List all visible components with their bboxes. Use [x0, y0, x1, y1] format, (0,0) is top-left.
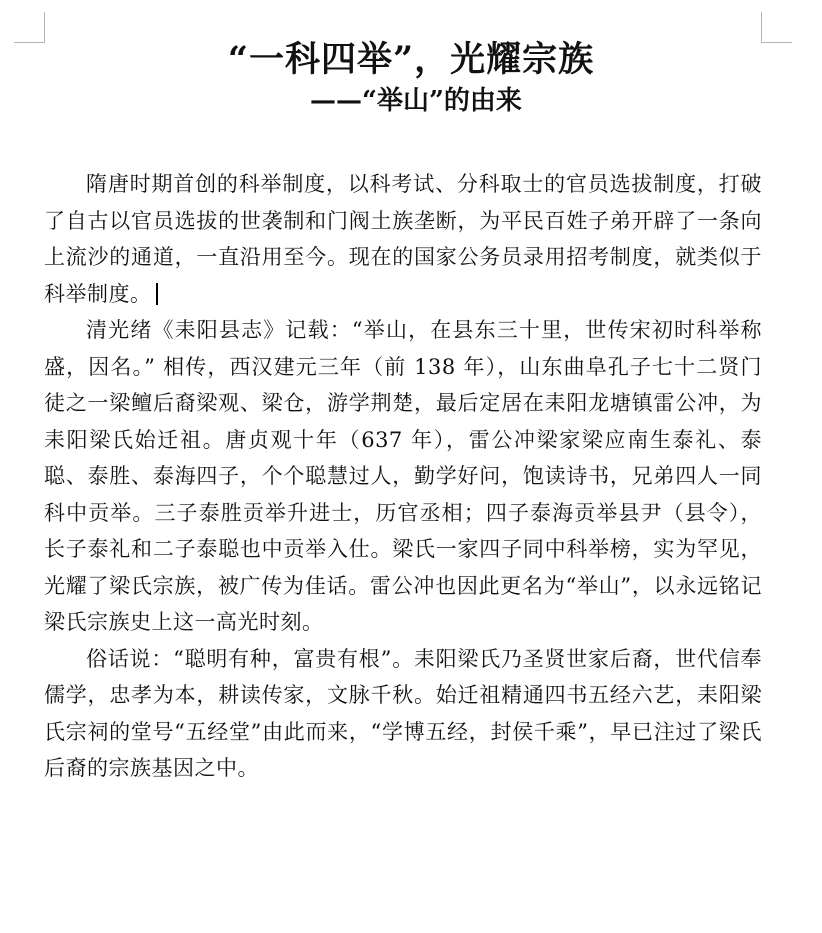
document-title: “一科四举”，光耀宗族	[227, 39, 595, 80]
paragraph-2[interactable]: 清光绪《耒阳县志》记载：“举山，在县东三十里，世传宋初时科举称盛，因名。” 相传，西汉建元三年（前 138 年），山东曲阜孔子七十二贤门徒之一梁鳣后裔梁观、梁仓，游学荆楚，最后定居在耒阳龙塘镇雷公冲，为耒阳梁氏始迁祖。唐贞观十年（637 年），雷公冲梁家梁应南生泰礼、泰聪、泰胜、泰海四子，个个聪慧过人，勤学好问，饱读诗书，兄弟四人一同科中贡举。三子泰胜贡举升进士，历官丞相；四子泰海贡举县尹（县令），长子泰礼和二子泰聪也中贡举入仕。梁氏一家四子同中科举榜，实为罕见，光耀了梁氏宗族，被广传为佳话。雷公冲也因此更名为“举山”，以永远铭记梁氏宗族史上这一高光时刻。	[44, 318, 762, 634]
document-subtitle: ——“举山”的由来	[310, 86, 522, 116]
paragraph-3[interactable]: 俗话说：“聪明有种，富贵有根”。耒阳梁氏乃圣贤世家后裔，世代信奉儒学，忠孝为本，耕读传家，文脉千秋。始迁祖精通四书五经六艺，耒阳梁氏宗祠的堂号“五经堂”由此而来，“学博五经，封侯千乘”，早已注过了梁氏后裔的宗族基因之中。	[44, 646, 762, 780]
text-cursor	[156, 283, 158, 305]
paragraph-1-text: 隋唐时期首创的科举制度，以科考试、分科取士的官员选拔制度，打破了自古以官员选拔的世袭制和门阀土族垄断，为平民百姓子弟开辟了一条向上流沙的通道，一直沿用至今。现在的国家公务员录用招考制度，就类似于科举制度。	[44, 172, 762, 306]
paragraph-1[interactable]	[44, 166, 762, 312]
document-body[interactable]	[44, 166, 762, 787]
